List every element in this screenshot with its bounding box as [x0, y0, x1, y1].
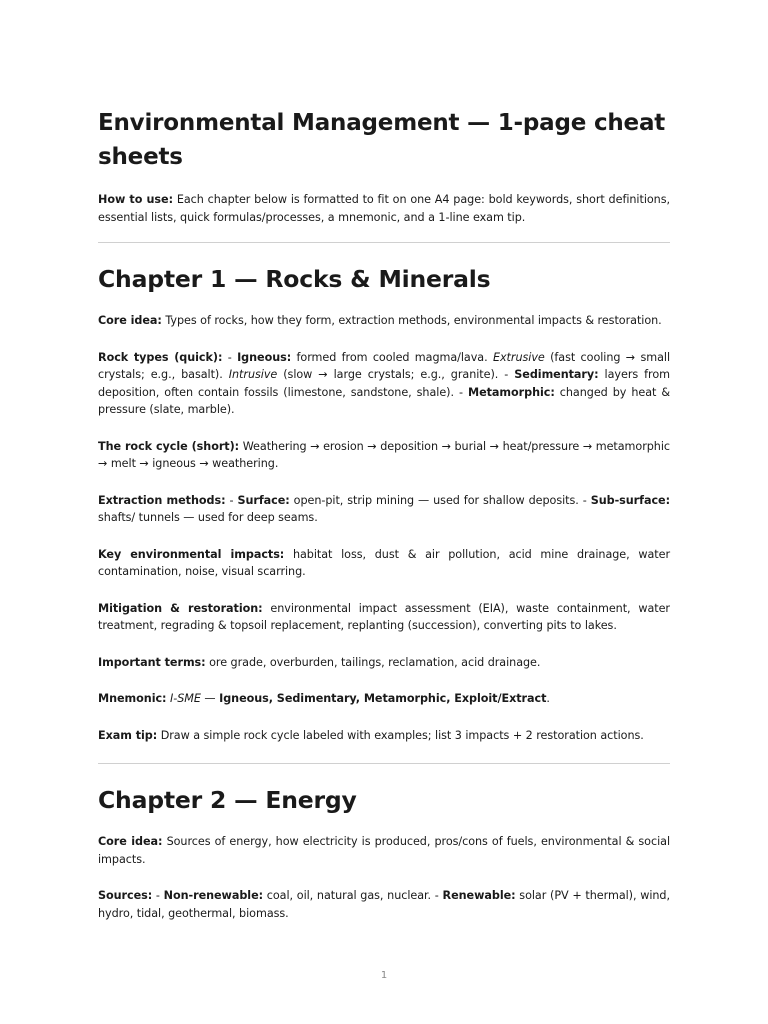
ch1-mnemonic	[98, 690, 670, 708]
ch1-exam-tip	[98, 727, 670, 745]
rock-cycle-label: The rock cycle (short):	[98, 439, 240, 453]
mnemonic-end: .	[546, 692, 550, 705]
extraction-label: Extraction methods:	[98, 493, 226, 507]
ch1-impacts	[98, 546, 670, 581]
mitigation-label: Mitigation & restoration:	[98, 601, 263, 615]
ch1-terms	[98, 654, 670, 672]
ch2-core-label: Core idea:	[98, 835, 163, 848]
terms-label: Important terms:	[98, 655, 206, 669]
terms-text: ore grade, overburden, tailings, reclamation, acid drainage.	[205, 655, 541, 669]
ch2-core-text: Sources of energy, how electricity is produced, pros/cons of fuels, environmental & social impacts.	[98, 835, 670, 866]
rock-types-label: Rock types (quick):	[98, 350, 223, 364]
ch1-core-idea	[98, 312, 670, 330]
subsurface-term: Sub-surface:	[590, 493, 671, 507]
document-page	[98, 106, 670, 922]
extraction-text-1: -	[225, 493, 238, 507]
ch1-core-text: Types of rocks, how they form, extraction methods, environmental impacts & restoration.	[161, 314, 662, 327]
rock-types-text-6: changed by heat & pressure (slate, marble).	[98, 385, 670, 416]
page-number: 1	[380, 970, 388, 981]
sources-label: Sources:	[98, 889, 153, 902]
ch1-extraction	[98, 492, 670, 527]
renewable-term: Renewable:	[442, 889, 516, 902]
rock-cycle-text: Weathering → erosion → deposition → burial → heat/pressure → metamorphic → melt → igneous → weathering.	[98, 439, 670, 470]
ch2-sources	[98, 887, 670, 922]
sources-text-1: -	[152, 889, 164, 902]
chapter1-heading: Chapter 1 — Rocks & Minerals	[98, 265, 491, 293]
impacts-label: Key environmental impacts:	[98, 547, 285, 561]
intro-text: Each chapter below is formatted to fit on one A4 page: bold keywords, short definitions, essential lists, quick formulas/processes, a mnemonic, and a 1-line exam tip.	[98, 193, 671, 224]
divider	[98, 763, 670, 764]
exam-tip-text: Draw a simple rock cycle labeled with examples; list 3 impacts + 2 restoration actions.	[157, 728, 644, 742]
mnemonic-code: I-SME	[170, 692, 201, 705]
sources-text-3: solar (PV + thermal), wind, hydro, tidal, geothermal, biomass.	[98, 889, 670, 920]
intro-label: How to use:	[98, 193, 173, 206]
document-title: Environmental Management — 1-page cheat sheets	[98, 110, 666, 170]
mnemonic-expansion: Igneous, Sedimentary, Metamorphic, Exploit/Extract	[219, 692, 547, 705]
exam-tip-label: Exam tip:	[98, 728, 158, 742]
mnemonic-label: Mnemonic:	[98, 692, 167, 705]
sources-text-2: coal, oil, natural gas, nuclear. -	[263, 889, 443, 902]
rock-types-text-2: formed from cooled magma/lava.	[291, 350, 493, 364]
sedimentary-term: Sedimentary:	[514, 368, 599, 381]
divider	[98, 242, 670, 243]
rock-types-text-3: (fast cooling → small crystals; e.g., basalt).	[98, 350, 671, 381]
intro-paragraph	[98, 191, 670, 226]
rock-types-text-5: layers from deposition, often contain fossils (limestone, sandstone, shale). -	[98, 368, 670, 399]
rock-types-text-4: (slow → large crystals; e.g., granite). -	[277, 368, 515, 381]
ch1-rock-cycle	[98, 438, 670, 473]
extraction-text-2: open-pit, strip mining — used for shallow deposits. -	[289, 493, 591, 507]
metamorphic-term: Metamorphic:	[467, 385, 555, 399]
ch2-core-idea	[98, 833, 670, 868]
chapter2-heading: Chapter 2 — Energy	[98, 786, 357, 814]
igneous-term: Igneous:	[237, 350, 292, 364]
ch1-mitigation	[98, 600, 670, 635]
ch1-core-label: Core idea:	[98, 314, 162, 327]
rock-types-text-1: -	[222, 350, 238, 364]
intrusive-term: Intrusive	[228, 368, 278, 381]
impacts-text: habitat loss, dust & air pollution, acid mine drainage, water contamination, noise, visual scarring.	[98, 547, 670, 578]
extrusive-term: Extrusive	[492, 350, 545, 364]
extraction-text-3: shafts/ tunnels — used for deep seams.	[98, 511, 318, 524]
surface-term: Surface:	[237, 493, 290, 507]
nonrenewable-term: Non-renewable:	[163, 889, 264, 902]
mnemonic-dash: —	[200, 692, 220, 705]
mitigation-text: environmental impact assessment (EIA), waste containment, water treatment, regrading & topsoil replacement, replanting (succession), converting pits to lakes.	[98, 601, 670, 632]
ch1-rock-types	[98, 349, 670, 419]
